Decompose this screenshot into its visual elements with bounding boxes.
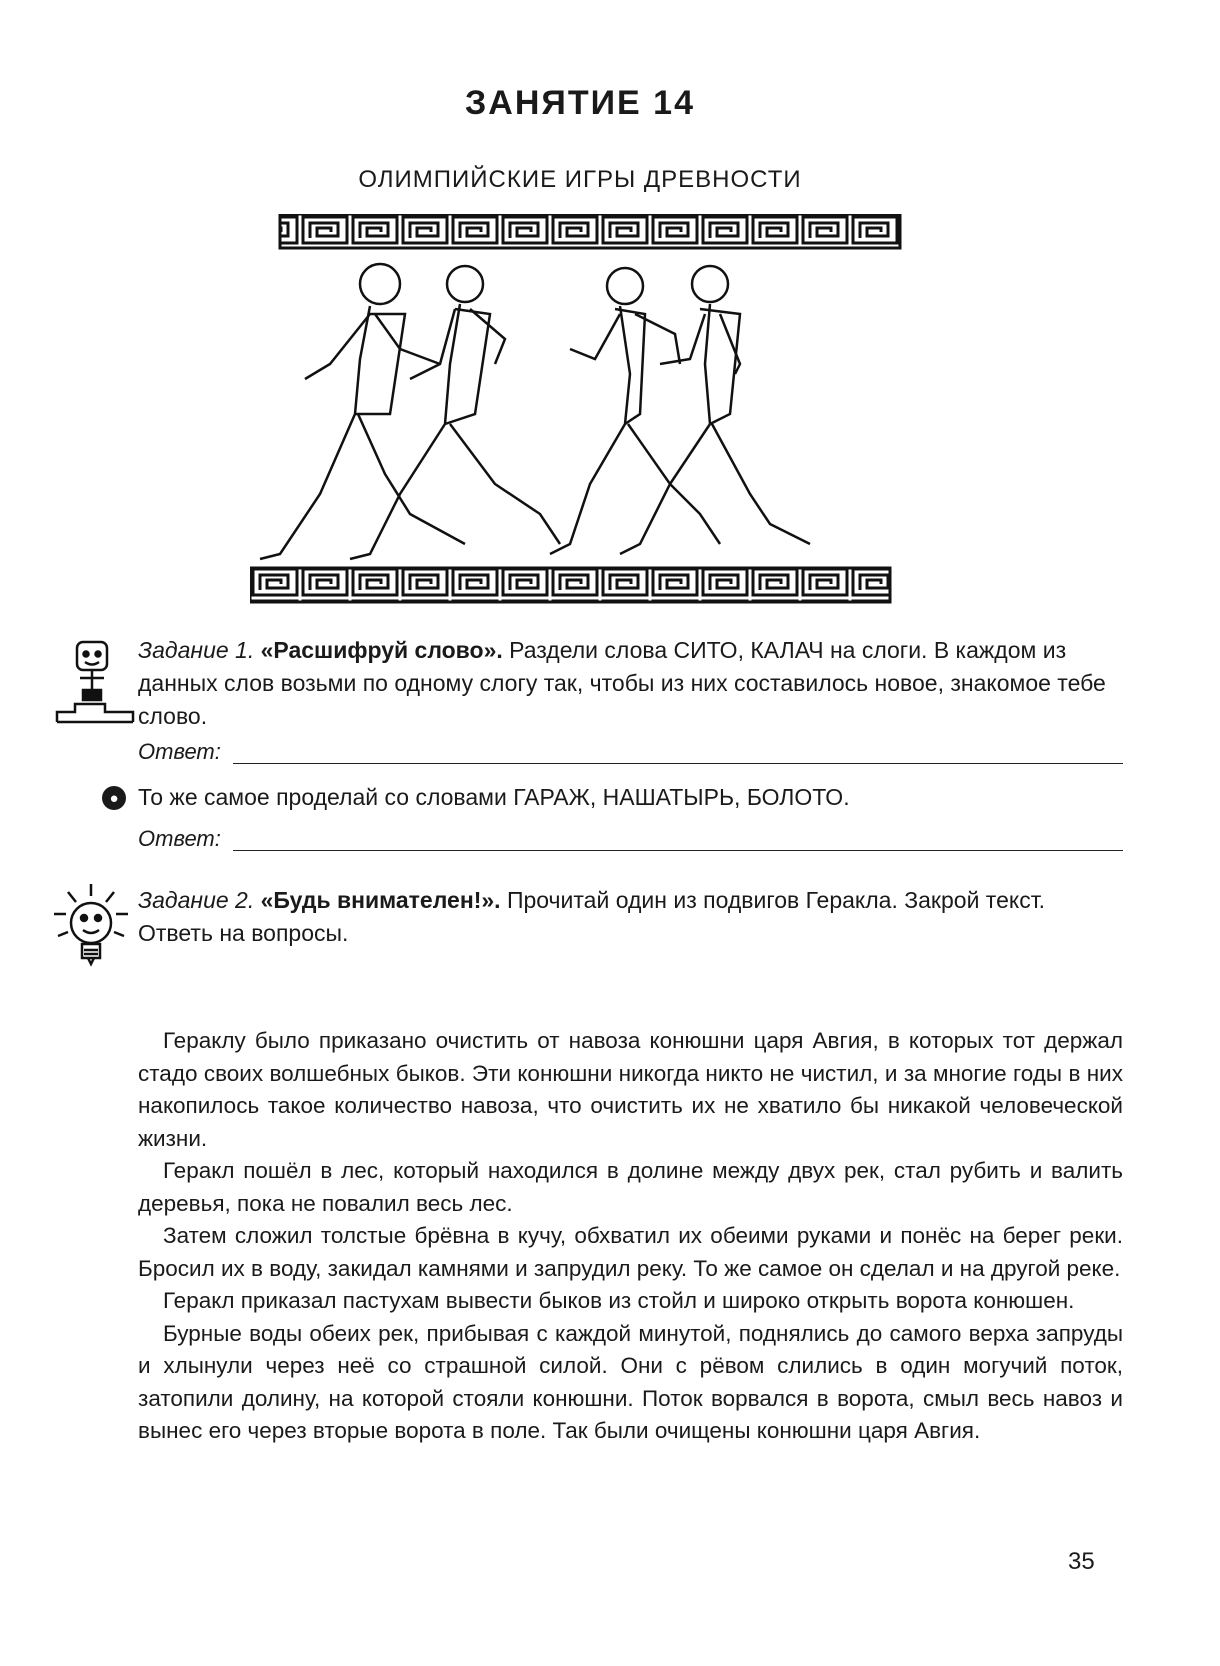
answer-label: Ответ: (138, 826, 221, 851)
task-2-label: Задание 2. (138, 887, 255, 913)
story-paragraph: Гераклу было приказано очистить от навоза конюшни царя Авгия, в которых тот держал стадо своих волшебных быков. Эти конюшни никогда никто не чистил, и за многие годы в них накопилось такое количество навоза, что очистить их не хватило бы никакой человеческой жизни. (138, 1028, 1123, 1151)
runner-figure (260, 264, 465, 559)
runner-figure (550, 268, 720, 554)
story-paragraph: Геракл приказал пастухам вывести быков из стойл и широко открыть ворота конюшен. (163, 1288, 1075, 1313)
answer-input-line[interactable] (233, 850, 1123, 851)
answer-label: Ответ: (138, 739, 221, 764)
task-2-text (138, 884, 1123, 950)
task-1-extra-answer-row (138, 822, 1123, 856)
task-1-label: Задание 1. (138, 637, 255, 663)
story-text (138, 1025, 1123, 1448)
task-1-answer-row (138, 735, 1123, 769)
story-paragraph: Затем сложил толстые брёвна в кучу, обхватил их обеими руками и понёс на берег реки. Бросил их в воду, закидал камнями и запрудил реку. То же самое он сделал и на другой реке. (138, 1223, 1123, 1281)
task-1-extra-text: То же самое проделай со словами ГАРАЖ, НАШАТЫРЬ, БОЛОТО. (138, 784, 850, 810)
task-2-description: Прочитай один из подвигов Геракла. Закрой текст. Ответь на вопросы. (138, 887, 1046, 946)
task-1-text (138, 634, 1123, 733)
runner-figure (350, 266, 560, 559)
character-on-steps-icon (55, 636, 135, 726)
bottom-meander-border (250, 568, 890, 602)
story-paragraph: Геракл пошёл в лес, который находился в долине между двух рек, стал рубить и валить деревья, пока не повалил весь лес. (138, 1158, 1123, 1216)
greek-runners-illustration (250, 214, 950, 644)
light-bulb-icon (48, 878, 134, 968)
page-number: 35 (1068, 1548, 1095, 1575)
runner-figure (620, 266, 810, 554)
top-meander-border (280, 214, 900, 248)
answer-input-line[interactable] (233, 763, 1123, 764)
task-1-name: «Расшифруй слово». (260, 637, 503, 663)
task-1-description: Раздели слова СИТО, КАЛАЧ на слоги. В каждом из данных слов возьми по одному слогу так, чтобы из них составилось новое, знакомое тебе слово. (138, 637, 1106, 729)
page-title: ЗАНЯТИЕ 14 (465, 84, 695, 122)
page-subtitle: ОЛИМПИЙСКИЕ ИГРЫ ДРЕВНОСТИ (358, 166, 802, 193)
task-2-name: «Будь внимателен!». (260, 887, 501, 913)
drop-bullet-icon: ● (102, 786, 126, 810)
story-paragraph: Бурные воды обеих рек, прибывая с каждой минутой, поднялись до самого верха запруды и хлынули через неё со страшной силой. Они с рёвом слились в один могучий поток, затопили долину, на которой стояли конюшни. Поток ворвался в ворота, смыл весь навоз и вынес его через вторые ворота в поле. Так были очищены конюшни царя Авгия. (138, 1320, 1123, 1443)
